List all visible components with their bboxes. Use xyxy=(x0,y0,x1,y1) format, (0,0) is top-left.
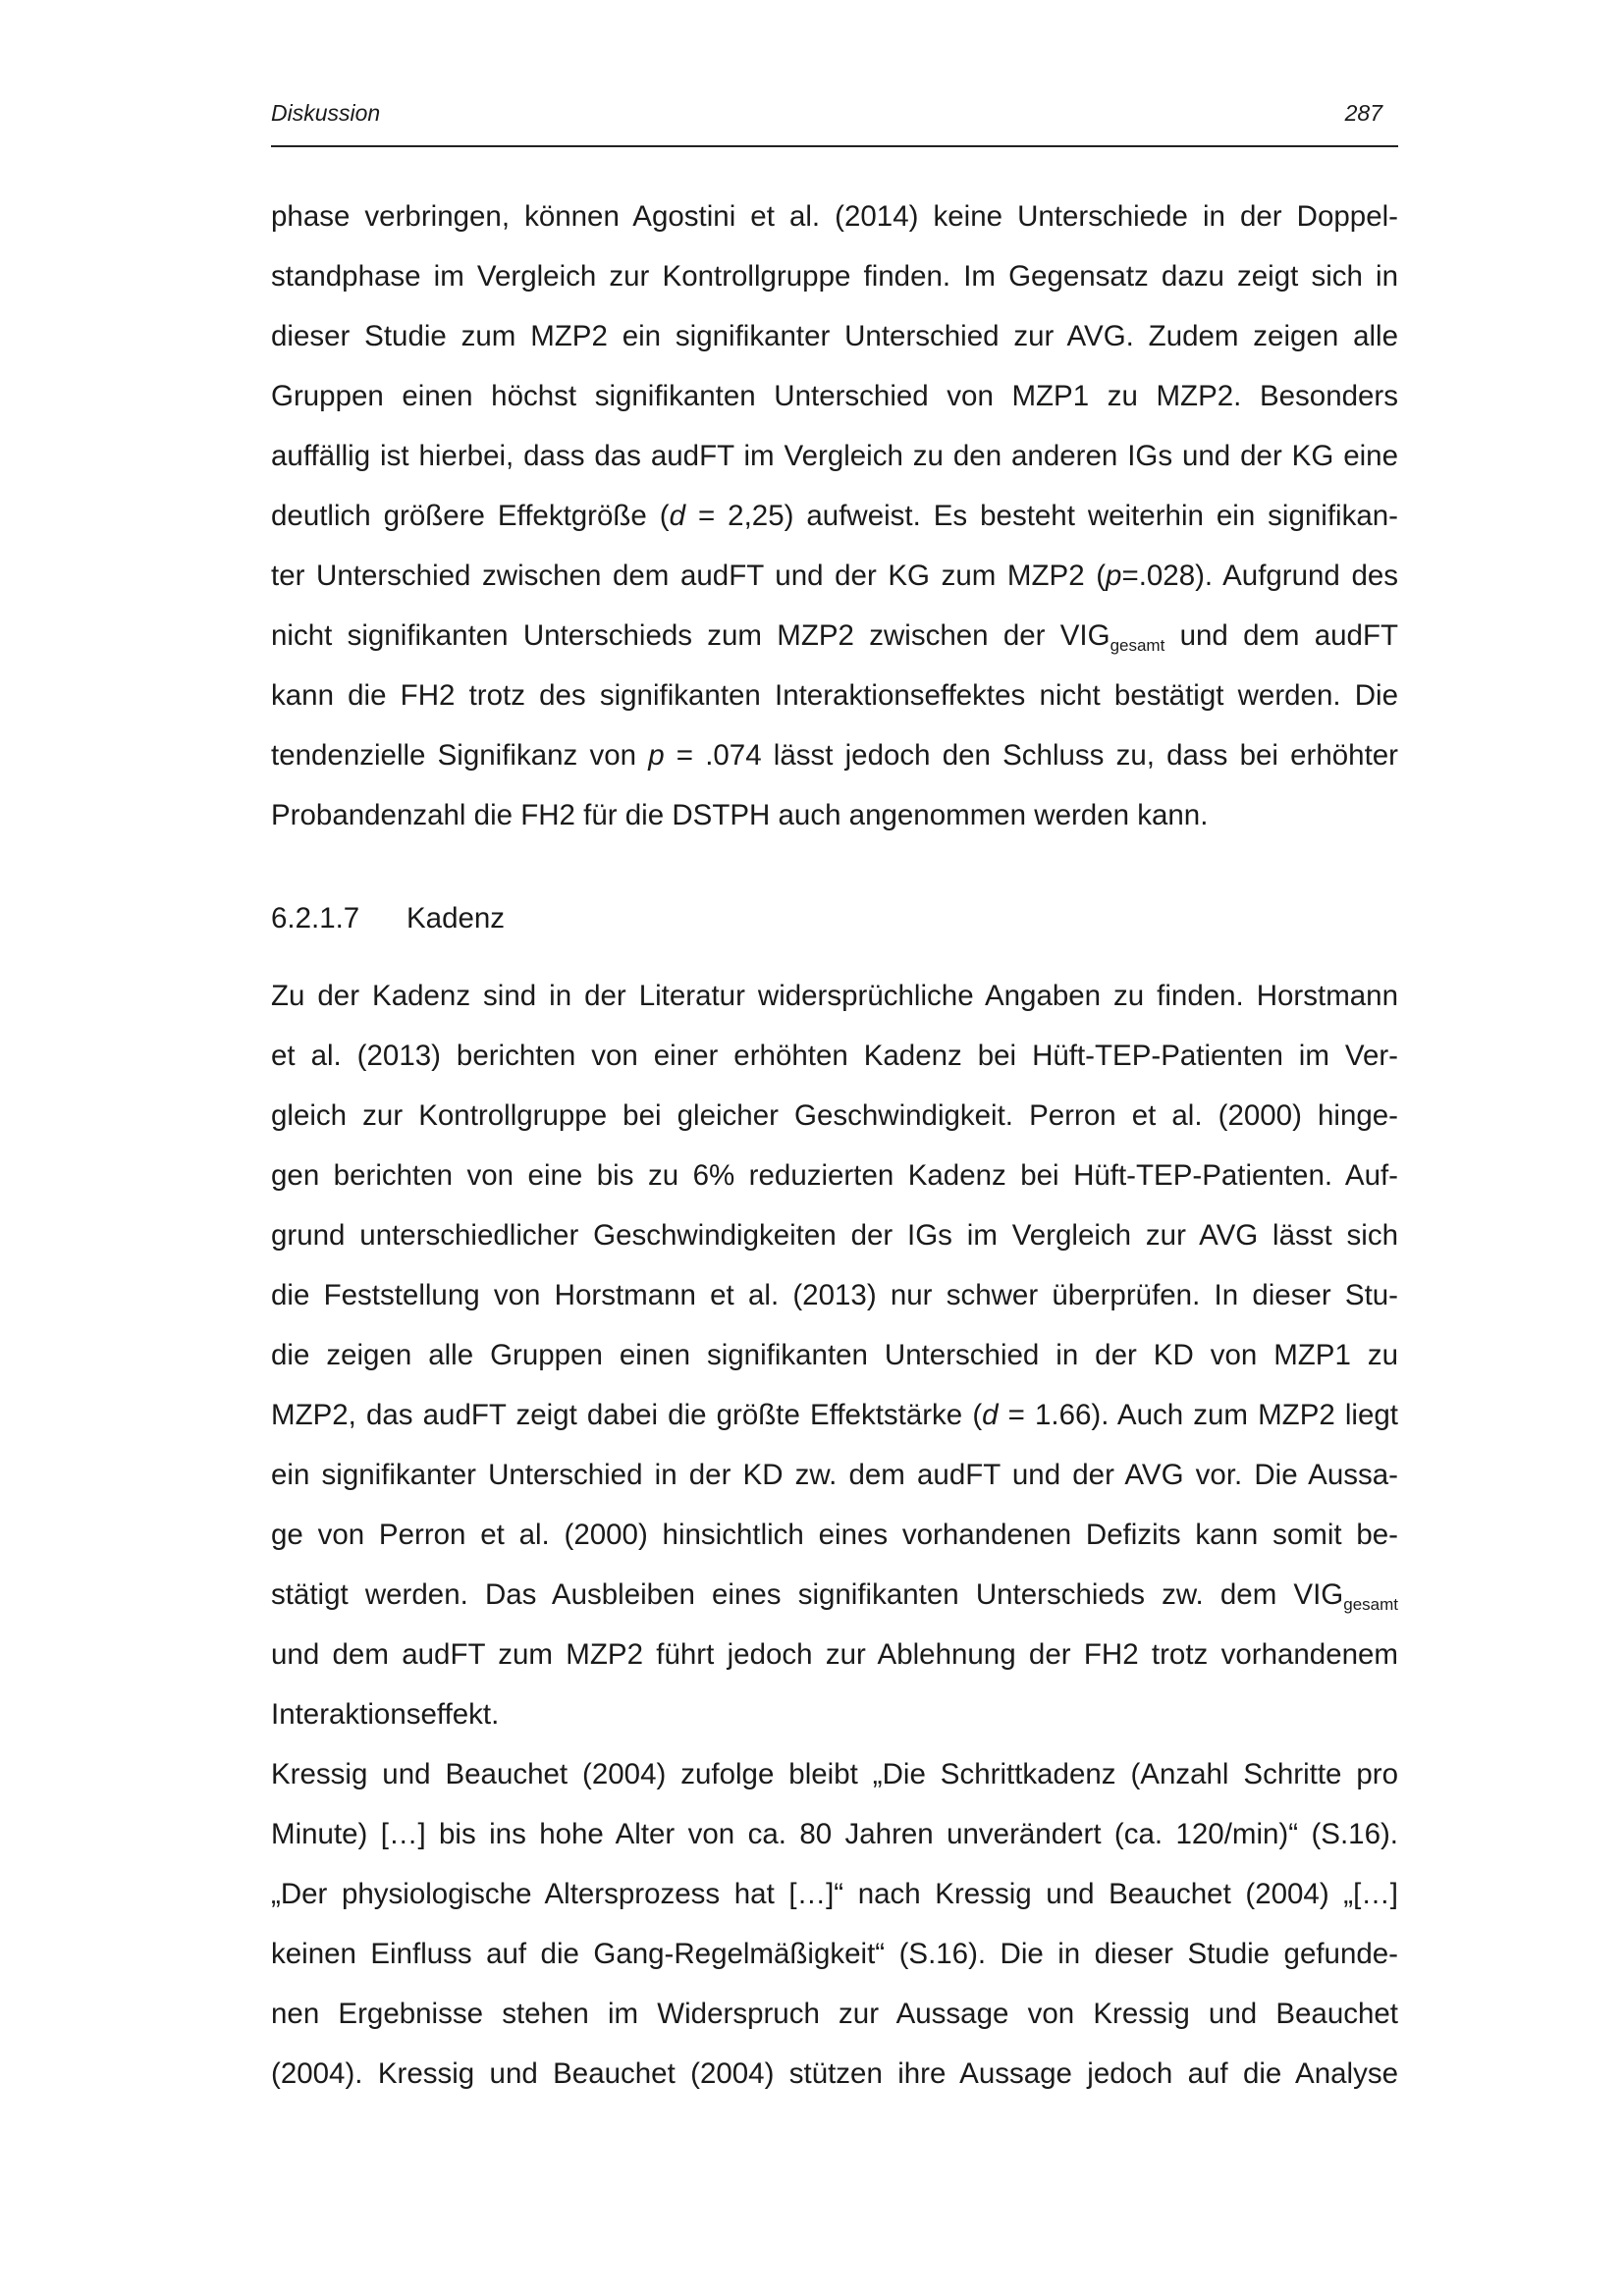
text-line: standphase im Vergleich zur Kontrollgruppe finden. Im Gegensatz dazu zeigt sich in xyxy=(271,260,1398,293)
text-line: die zeigen alle Gruppen einen signifikanten Unterschied in der KD von MZP1 zu xyxy=(271,1339,1398,1371)
running-header xyxy=(271,98,1398,147)
body-text xyxy=(271,187,1398,2104)
text-line: die Feststellung von Horstmann et al. (2013) nur schwer überprüfen. In dieser Stu- xyxy=(271,1279,1398,1311)
subscript-gesamt: gesamt xyxy=(1110,636,1165,655)
text-line: phase verbringen, können Agostini et al. (2014) keine Unterschiede in der Doppel- xyxy=(271,200,1398,233)
italic-p: p xyxy=(648,739,665,772)
text-line: gleich zur Kontrollgruppe bei gleicher Geschwindigkeit. Perron et al. (2000) hinge- xyxy=(271,1099,1398,1132)
text-line: Minute) […] bis ins hohe Alter von ca. 80 Jahren unverändert (ca. 120/min)“ (S.16). xyxy=(271,1818,1398,1850)
page-number: 287 xyxy=(1344,100,1382,126)
text-line: nen Ergebnisse stehen im Widerspruch zur Aussage von Kressig und Beauchet xyxy=(271,1998,1398,2030)
text-line: et al. (2013) berichten von einer erhöhten Kadenz bei Hüft-TEP-Patienten im Ver- xyxy=(271,1040,1398,1072)
section-number: 6.2.1.7 xyxy=(271,902,360,934)
section-title: Kadenz xyxy=(406,902,506,934)
text-line: (2004). Kressig und Beauchet (2004) stützen ihre Aussage jedoch auf die Analyse xyxy=(271,2057,1398,2090)
text-line: Zu der Kadenz sind in der Literatur widersprüchliche Angaben zu finden. Horstmann xyxy=(271,980,1398,1012)
text-line: stätigt werden. Das Ausbleiben eines signifikanten Unterschieds zw. dem $VIG_{gesamt}$ xyxy=(271,1578,1398,1614)
text-line: Kressig und Beauchet (2004) zufolge bleibt „Die Schrittkadenz (Anzahl Schritte pro xyxy=(271,1758,1398,1790)
italic-d: d xyxy=(982,1399,999,1431)
paragraph-doppelstandphase xyxy=(271,187,1398,845)
text-line: ge von Perron et al. (2000) hinsichtlich eines vorhandenen Defizits kann somit be- xyxy=(271,1519,1398,1551)
italic-d: d xyxy=(669,500,686,532)
text-line: „Der physiologische Altersprozess hat […]“ nach Kressig und Beauchet (2004) „[…] xyxy=(271,1878,1398,1910)
text-line: keinen Einfluss auf die Gang-Regelmäßigkeit“ (S.16). Die in dieser Studie gefunde- xyxy=(271,1938,1398,1970)
text-line: grund unterschiedlicher Geschwindigkeiten der IGs im Vergleich zur AVG lässt sich xyxy=(271,1219,1398,1252)
text-line: auffällig ist hierbei, dass das audFT im Vergleich zu den anderen IGs und der KG eine xyxy=(271,440,1398,472)
text-line: und dem audFT zum MZP2 führt jedoch zur Ablehnung der FH2 trotz vorhandenem xyxy=(271,1638,1398,1671)
italic-p: p xyxy=(1106,560,1122,592)
text-line: ein signifikanter Unterschied in der KD zw. dem audFT und der AVG vor. Die Aussa- xyxy=(271,1459,1398,1491)
paragraph-kadenz xyxy=(271,966,1398,1744)
text-line: nicht signifikanten Unterschieds zum MZP2 zwischen der $VIG_{gesamt}$ und dem audFT xyxy=(271,619,1398,655)
text-line: tendenzielle Signifikanz von p = .074 lässt jedoch den Schluss zu, dass bei erhöhter xyxy=(271,739,1398,772)
text-line: gen berichten von eine bis zu 6% reduzierten Kadenz bei Hüft-TEP-Patienten. Auf- xyxy=(271,1159,1398,1192)
text-line: kann die FH2 trotz des signifikanten Interaktionseffektes nicht bestätigt werden. Die xyxy=(271,679,1398,712)
text-line: ter Unterschied zwischen dem audFT und der KG zum MZP2 (p=.028). Aufgrund des xyxy=(271,560,1399,592)
text-line: Gruppen einen höchst signifikanten Unterschied von MZP1 zu MZP2. Besonders xyxy=(271,380,1398,412)
text-line: deutlich größere Effektgröße (d = 2,25) aufweist. Es besteht weiterhin ein signifikan- xyxy=(271,500,1398,532)
text-line: Probandenzahl die FH2 für die DSTPH auch angenommen werden kann. xyxy=(271,799,1209,831)
header-title: Diskussion xyxy=(271,100,381,126)
subscript-gesamt: gesamt xyxy=(1343,1595,1398,1614)
text-line: dieser Studie zum MZP2 ein signifikanter Unterschied zur AVG. Zudem zeigen alle xyxy=(271,320,1398,352)
paragraph-kressig xyxy=(271,1744,1398,2104)
text-line: MZP2, das audFT zeigt dabei die größte Effektstärke (d = 1.66). Auch zum MZP2 liegt xyxy=(271,1399,1398,1431)
text-line: Interaktionseffekt. xyxy=(271,1698,500,1731)
section-heading xyxy=(271,888,1398,948)
